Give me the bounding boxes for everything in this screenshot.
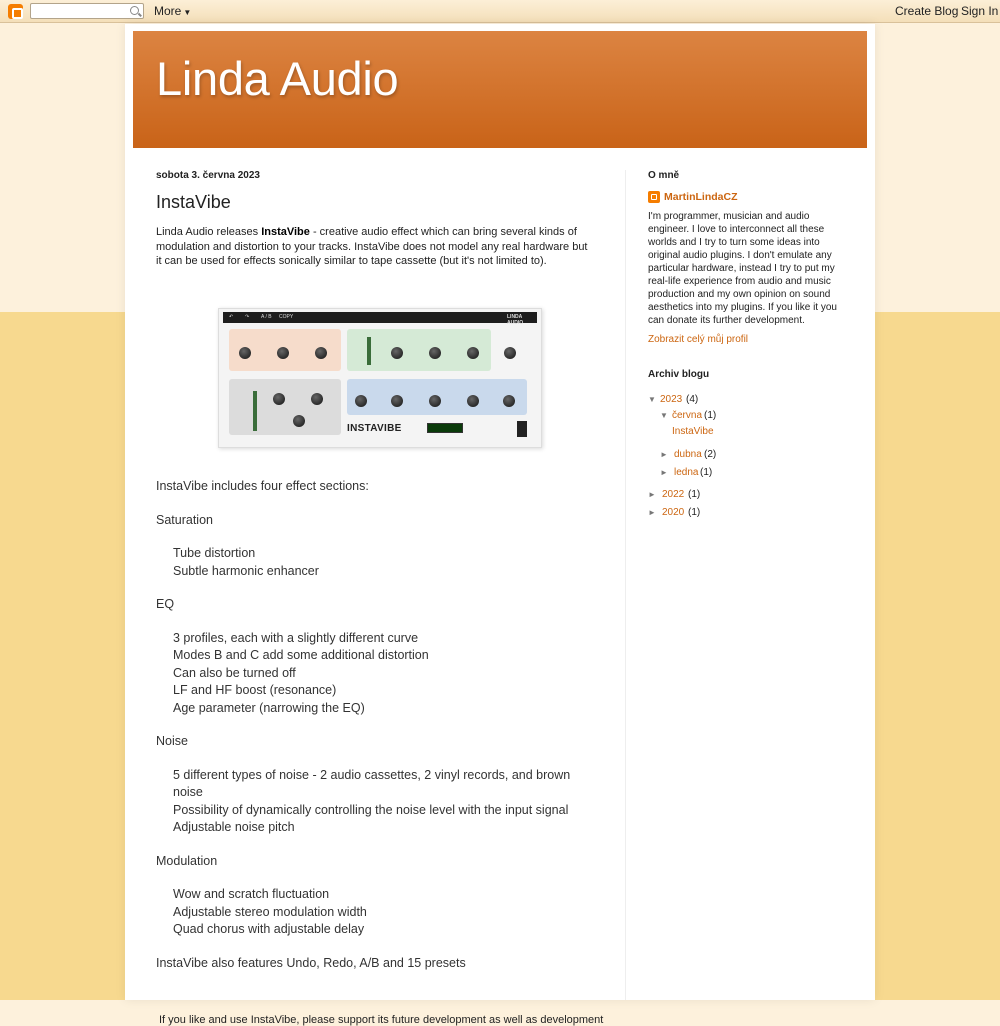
plugin-noise-panel	[229, 379, 341, 435]
section-heading-saturation: Saturation	[156, 512, 213, 527]
caret-down-icon: ▼	[183, 8, 192, 17]
archive-month-cervna	[648, 408, 843, 424]
about-text: I'm programmer, musician and audio engineer. I love to interconnect all these worlds and I try to turn some ideas into original audio plugins. I don't emulate any particular hardware, instead I try to put my real-life experience from audio and music production and my own opinion on sound aesthetics into my plugins. If you like it you can donate its further development.	[648, 211, 837, 326]
section-heading-noise: Noise	[156, 734, 188, 748]
expand-toggle-icon[interactable]: ►	[660, 468, 668, 477]
list-item: Possibility of dynamically controlling the noise level with the input signal	[173, 802, 569, 817]
plugin-eq-panel	[347, 329, 491, 371]
archive-link-2020[interactable]: 2020	[662, 507, 685, 518]
post-date: sobota 3. června 2023	[156, 170, 260, 181]
plugin-saturation-panel	[229, 329, 341, 371]
knob-icon	[429, 347, 441, 359]
section-heading-eq: EQ	[156, 597, 175, 611]
archive-link-ledna[interactable]: ledna	[674, 467, 699, 478]
knob-icon	[467, 395, 479, 407]
archive-link-dubna[interactable]: dubna	[674, 449, 702, 460]
post-intro	[156, 225, 596, 269]
sign-in-link[interactable]: Sign In	[961, 4, 999, 18]
list-item: Subtle harmonic enhancer	[173, 563, 319, 578]
archive-count: (2)	[704, 449, 717, 460]
about-widget-title: O mně	[648, 170, 680, 181]
section-heading-modulation: Modulation	[156, 853, 218, 868]
knob-icon	[467, 347, 479, 359]
archive-count: (1)	[688, 507, 701, 518]
sidebar	[648, 170, 843, 518]
post-outro: InstaVibe also features Undo, Redo, A/B and 15 presets	[156, 955, 466, 970]
blog-header	[133, 31, 867, 148]
archive-year-2023	[648, 392, 843, 408]
post-footer-text: If you like and use InstaVibe, please support its future development as well as development	[159, 1014, 604, 1026]
archive-count: (1)	[700, 467, 713, 478]
archive-month-dubna	[648, 447, 843, 463]
collapse-toggle-icon[interactable]: ▼	[648, 395, 656, 404]
expand-toggle-icon[interactable]: ►	[648, 508, 656, 517]
list-item: Can also be turned off	[173, 665, 296, 680]
list-item: LF and HF boost (resonance)	[173, 683, 337, 697]
archive-count: (4)	[686, 394, 699, 405]
archive-year-2020	[648, 505, 843, 521]
archive-post-row	[648, 424, 843, 440]
archive-count: (1)	[704, 410, 717, 421]
noise-type-slider-icon	[253, 391, 257, 431]
archive-link-2023[interactable]: 2023	[660, 394, 683, 405]
more-label: More	[154, 4, 182, 18]
blogger-navbar	[0, 0, 1000, 23]
sections-intro: InstaVibe includes four effect sections:	[156, 479, 369, 493]
output-knob-icon	[504, 347, 516, 359]
create-blog-link[interactable]: Create Blog	[895, 4, 959, 18]
plugin-output-meter	[517, 421, 527, 437]
blogger-logo-icon[interactable]	[8, 4, 23, 19]
knob-icon	[503, 395, 515, 407]
eq-profile-slider-icon	[367, 337, 371, 365]
archive-widget-title: Archiv blogu	[648, 369, 710, 380]
more-menu-button[interactable]	[154, 4, 191, 18]
eq-list	[156, 630, 596, 718]
main-column	[156, 170, 604, 1026]
list-item: Wow and scratch fluctuation	[173, 887, 330, 901]
undo-icon: ↶	[229, 314, 234, 320]
plugin-modulation-panel	[347, 379, 527, 415]
knob-icon	[315, 347, 327, 359]
search-input[interactable]	[30, 3, 144, 19]
knob-icon	[277, 347, 289, 359]
list-item: 5 different types of noise - 2 audio cassettes, 2 vinyl records, and brown noise	[173, 767, 571, 799]
list-item: Age parameter (narrowing the EQ)	[173, 700, 365, 715]
post-body	[156, 478, 596, 972]
knob-icon	[391, 347, 403, 359]
archive-year-2022	[648, 487, 843, 503]
plugin-screenshot-image[interactable]	[218, 308, 542, 448]
post-title[interactable]: InstaVibe	[156, 192, 231, 212]
plugin-preset-display	[427, 423, 463, 433]
list-item: Quad chorus with adjustable delay	[173, 922, 365, 936]
plugin-topbar	[223, 312, 537, 326]
intro-prefix: Linda Audio releases	[156, 226, 262, 238]
search-icon[interactable]	[130, 6, 139, 15]
expand-toggle-icon[interactable]: ►	[648, 490, 656, 499]
archive-count: (1)	[688, 489, 701, 500]
blogger-profile-icon	[648, 191, 660, 203]
list-item: Modes B and C add some additional distortion	[173, 648, 429, 662]
intro-product-name: InstaVibe	[261, 226, 310, 238]
blog-page	[125, 24, 875, 1026]
plugin-ab-label: A / B	[261, 314, 272, 320]
profile-row	[648, 191, 843, 203]
noise-list	[156, 767, 596, 837]
list-item: Tube distortion	[173, 546, 256, 560]
knob-icon	[429, 395, 441, 407]
plugin-logo: INSTAVIBE	[347, 423, 402, 434]
saturation-list	[156, 545, 596, 580]
archive-month-ledna	[648, 465, 843, 481]
blog-archive	[648, 388, 843, 518]
knob-icon	[355, 395, 367, 407]
expand-toggle-icon[interactable]: ►	[660, 450, 668, 459]
list-item: Adjustable noise pitch	[173, 820, 295, 834]
plugin-copy-label: COPY	[279, 314, 294, 320]
archive-link-cervna[interactable]: června	[672, 410, 703, 421]
collapse-toggle-icon[interactable]: ▼	[660, 411, 668, 420]
list-item: 3 profiles, each with a slightly different curve	[173, 630, 419, 645]
profile-name-link[interactable]: MartinLindaCZ	[664, 191, 738, 203]
redo-icon: ↷	[245, 314, 250, 320]
modulation-list	[156, 886, 596, 939]
archive-post-instavibe-link[interactable]: InstaVibe	[672, 426, 714, 437]
knob-icon	[293, 415, 305, 427]
blog-title[interactable]: Linda Audio	[156, 52, 399, 105]
view-profile-link[interactable]: Zobrazit celý můj profil	[648, 334, 749, 345]
archive-link-2022[interactable]: 2022	[662, 489, 685, 500]
knob-icon	[239, 347, 251, 359]
knob-icon	[391, 395, 403, 407]
column-divider	[625, 170, 626, 1000]
knob-icon	[311, 393, 323, 405]
intro-suffix: - creative audio effect which can bring several kinds of modulation and distortion to your tracks. InstaVibe does not model any real hardware but it can be used for effects sonically similar to tape cassette (but it's not limited to).	[156, 226, 588, 267]
knob-icon	[273, 393, 285, 405]
plugin-brand-label: LINDA AUDIO	[507, 314, 524, 326]
list-item: Adjustable stereo modulation width	[173, 904, 367, 919]
